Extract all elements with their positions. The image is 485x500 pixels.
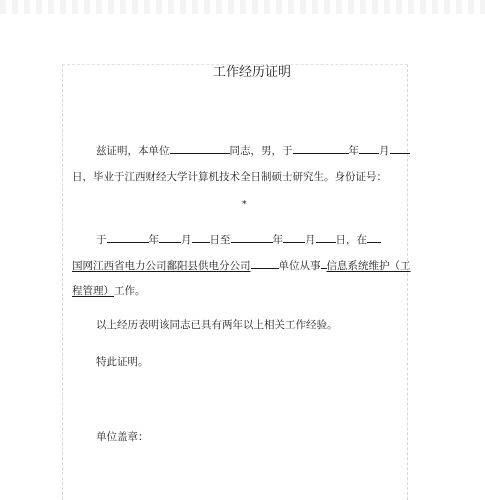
text-comrade-male: 同志，男，于 [229, 145, 293, 157]
document-title: 工作经历证明 [213, 65, 292, 80]
top-strip [0, 0, 485, 14]
position-part-1: 信息系统维护（工 [326, 260, 411, 272]
text-certify: 兹证明，本单位 [96, 145, 170, 157]
blank-tail [367, 231, 381, 243]
blank-end-year [231, 231, 273, 243]
blank-name [170, 142, 230, 154]
blank-birth-year [293, 142, 349, 154]
text-year-3: 年 [272, 234, 283, 246]
blank-company-tail [251, 257, 279, 269]
text-year-2: 年 [148, 234, 159, 246]
paragraph-line-5 [72, 284, 146, 298]
paragraph-line-1 [96, 142, 410, 158]
text-from: 于 [96, 234, 107, 246]
position-part-2: 程管理） [72, 285, 114, 297]
paragraph-line-2: 日，毕业于江西财经大学计算机技术全日制硕士研究生。身份证号： [72, 171, 387, 183]
id-number-mark: * [242, 200, 247, 210]
seal-label: 单位盖章： [96, 431, 149, 443]
paragraph-line-3 [96, 231, 381, 247]
blank-end-day [316, 231, 336, 243]
blank-start-year [107, 231, 149, 243]
text-month-1: 月 [379, 145, 390, 157]
text-month-3: 月 [305, 234, 316, 246]
text-day-to: 日至 [209, 234, 231, 246]
text-month-2: 月 [181, 234, 192, 246]
text-work: 工作。 [114, 285, 146, 297]
text-year-1: 年 [348, 145, 359, 157]
blank-birth-day [390, 142, 410, 154]
text-day-at: 日，在 [335, 234, 367, 246]
blank-start-month [159, 231, 181, 243]
blank-birth-month [359, 142, 379, 154]
blank-start-day [192, 231, 210, 243]
blank-end-month [283, 231, 305, 243]
company-name: 国网江西省电力公司鄱阳县供电分公司 [72, 260, 251, 272]
closing-line: 特此证明。 [96, 356, 149, 368]
paragraph-line-6: 以上经历表明该同志已具有两年以上相关工作经验。 [96, 319, 338, 331]
text-unit-engaged: 单位从事 [278, 260, 321, 272]
paragraph-line-4 [72, 257, 411, 273]
